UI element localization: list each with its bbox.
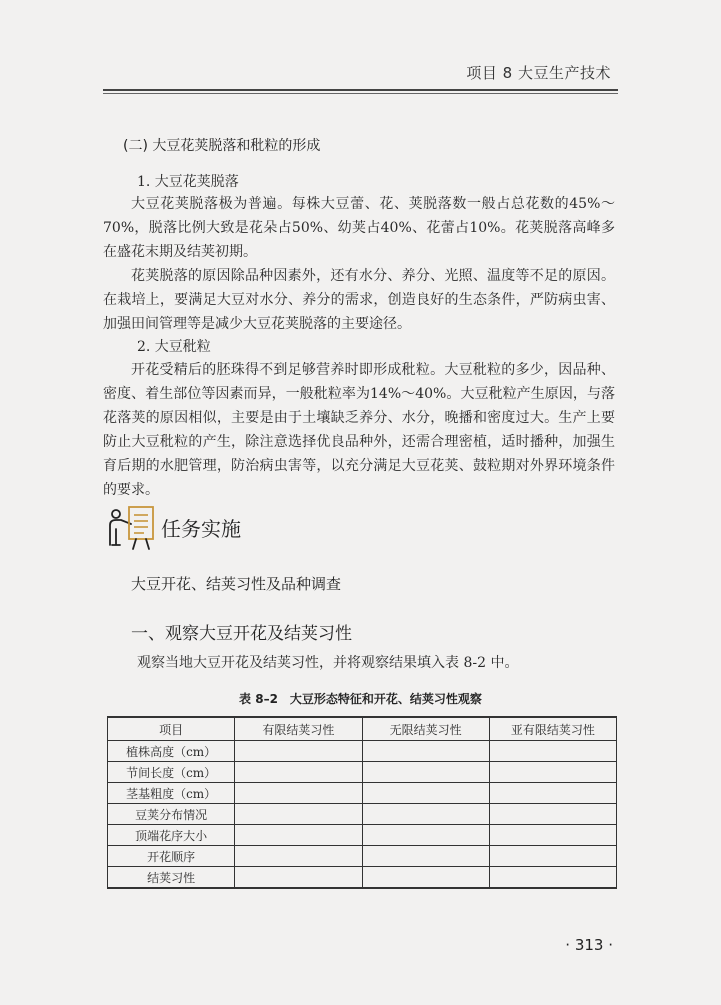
table-cell: [489, 783, 616, 804]
table-cell: [489, 762, 616, 783]
table-caption: 表 8–2 大豆形态特征和开花、结荚习性观察: [239, 692, 482, 706]
table-cell: [362, 783, 489, 804]
table-row: [108, 846, 617, 867]
table-cell: [235, 804, 362, 825]
table-cell: [235, 741, 362, 762]
table-cell: [489, 867, 616, 889]
section-heading: (二) 大豆花荚脱落和秕粒的形成: [123, 138, 321, 154]
table-header-row: [108, 717, 617, 741]
task-banner-title: 任务实施: [161, 517, 241, 541]
observe-instruction: 观察当地大豆开花及结荚习性，并将观察结果填入表 8-2 中。: [137, 655, 519, 671]
table-cell: [235, 762, 362, 783]
table-cell: [489, 804, 616, 825]
table-row: [108, 783, 617, 804]
table-cell: [489, 825, 616, 846]
subheading-flower-pod-drop: 1. 大豆花荚脱落: [137, 174, 239, 190]
observe-heading: 一、观察大豆开花及结荚习性: [131, 624, 352, 644]
table-row: [108, 762, 617, 783]
table-header-cell: 无限结荚习性: [362, 717, 489, 741]
row-label: 节间长度（cm）: [108, 762, 235, 783]
table-header-cell: 项目: [108, 717, 235, 741]
page-number: · 313 ·: [565, 936, 613, 954]
table-cell: [235, 846, 362, 867]
table-row: [108, 867, 617, 889]
table-cell: [235, 867, 362, 889]
row-label: 开花顺序: [108, 846, 235, 867]
table-cell: [235, 783, 362, 804]
paragraph-drop-causes: 花荚脱落的原因除品种因素外，还有水分、养分、光照、温度等不足的原因。在栽培上，要满足大豆对水分、养分的需求，创造良好的生态条件，严防病虫害、加强田间管理等是减少大豆花荚脱落的主要途径。: [103, 268, 615, 332]
table-cell: [362, 804, 489, 825]
table-header-cell: 亚有限结荚习性: [489, 717, 616, 741]
table-cell: [362, 867, 489, 889]
subheading-shriveled-grain: 2. 大豆秕粒: [137, 339, 211, 355]
table-header-cell: 有限结荚习性: [235, 717, 362, 741]
table-cell: [235, 825, 362, 846]
row-label: 茎基粗度（cm）: [108, 783, 235, 804]
row-label: 植株高度（cm）: [108, 741, 235, 762]
row-label: 顶端花序大小: [108, 825, 235, 846]
table-cell: [489, 741, 616, 762]
table-cell: [362, 762, 489, 783]
table-row: [108, 741, 617, 762]
teacher-board-icon: [107, 505, 157, 551]
header-rule-thin: [103, 93, 618, 94]
table-row: [108, 825, 617, 846]
row-label: 结荚习性: [108, 867, 235, 889]
table-cell: [489, 846, 616, 867]
table-cell: [362, 825, 489, 846]
paragraph-drop-rate: 大豆花荚脱落极为普遍。每株大豆蕾、花、荚脱落数一般占总花数的45%～70%，脱落比例大致是花朵占50%、幼荚占40%、花蕾占10%。花荚脱落高峰多在盛花末期及结荚初期。: [103, 196, 615, 260]
table-row: [108, 804, 617, 825]
paragraph-shriveled-grain: 开花受精后的胚珠得不到足够营养时即形成秕粒。大豆秕粒的多少，因品种、密度、着生部位等因素而异，一般秕粒率为14%～40%。大豆秕粒产生原因，与落花落荚的原因相似，主要是由于土壤缺乏养分、水分，晚播和密度过大。生产上要防止大豆秕粒的产生，除注意选择优良品种外，还需合理密植，适时播种，加强生育后期的水肥管理，防治病虫害等，以充分满足大豆花荚、鼓粒期对外界环境条件的要求。: [103, 362, 615, 498]
table-cell: [362, 741, 489, 762]
observation-table: [107, 716, 617, 889]
task-banner: [107, 505, 307, 551]
row-label: 豆荚分布情况: [108, 804, 235, 825]
running-header: 项目 8 大豆生产技术: [466, 64, 611, 82]
header-rule-thick: [103, 89, 618, 91]
table-cell: [362, 846, 489, 867]
survey-title: 大豆开花、结荚习性及品种调查: [131, 575, 342, 593]
